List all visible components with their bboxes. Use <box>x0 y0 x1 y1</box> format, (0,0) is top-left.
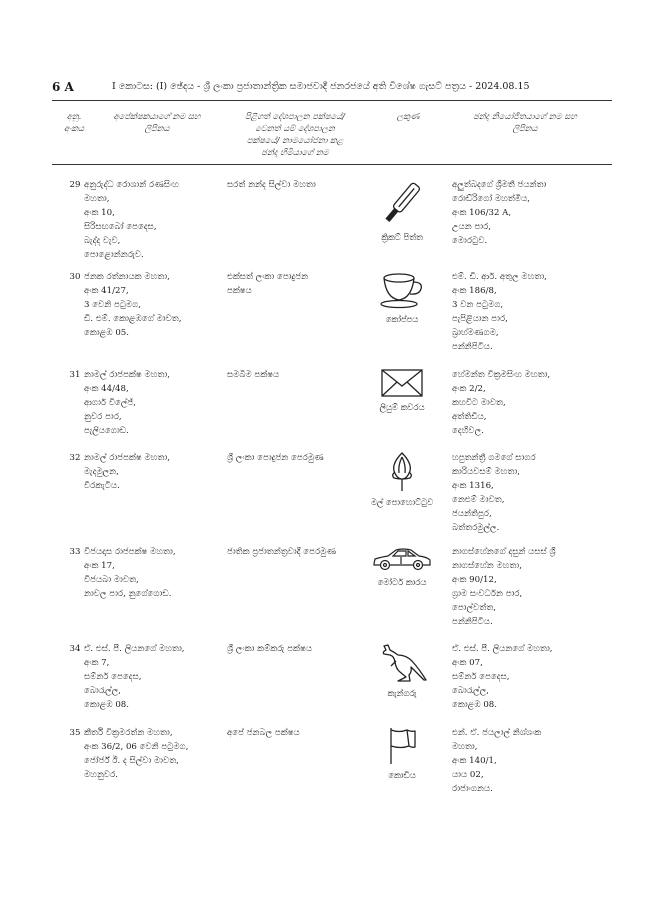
column-header-agent: ඡන්ද නියෝජිතයාගේ නම සහ ලිපිනය <box>473 111 577 133</box>
envelope-icon <box>380 368 424 398</box>
lotus-bud-icon <box>387 451 417 493</box>
agent-name-address: හේමන්ත වික්‍රමසිංහ මහතා, අංක 2/2, කහවිට මාවත, අත්තිඩිය, දෙහිවල. <box>452 370 551 436</box>
candidate-name-address: ජනක රත්නායක මහතා, අංක 41/27, 3 වෙනි පටුමග, ඩී. එම්. කොළඹගේ මාවත, කොළඹ 05. <box>84 272 182 338</box>
candidate-name-address: නාමල් රාජපක්ෂ මහතා, අංක 44/48, ආගාර් විලේජ්, නුවර පාර, පැලියගොඩ. <box>84 370 170 436</box>
header-rule-bottom <box>52 164 612 165</box>
symbol-label: කෝප්පය <box>385 314 419 324</box>
symbol-cell <box>367 726 437 782</box>
candidate-name-address: කීර්ති වික්‍රමරත්න මහතා, අංක 36/2, 06 වෙනි පටුමග, ජෝර්ජ් ඊ. ද සිල්වා මාවත, මහනුවර. <box>84 728 189 780</box>
party-name: ශ්‍රී ලංකා කම්කරු පක්ෂය <box>227 644 312 654</box>
agent-name-address: එන්. ඒ. ජයලාල් නිශ්ශංක මහතා, අංක 140/1, යාය 02, රාජාංගනය. <box>452 728 542 794</box>
column-header-symbol: ලකුණ <box>396 111 420 121</box>
row-number: 35 <box>69 728 81 738</box>
row-number: 30 <box>69 272 81 282</box>
party-name: ශ්‍රී ලංකා පොදුජන පෙරමුණ <box>227 453 324 463</box>
row-number: 32 <box>69 453 81 463</box>
column-header-no: අනු. අංකය <box>63 111 85 133</box>
row-number: 33 <box>69 547 81 557</box>
symbol-cell <box>367 545 437 589</box>
cup-icon <box>377 270 427 310</box>
party-name: සරත් නන්ද සිල්වා මහතා <box>227 180 316 190</box>
party-name: ජාතික ප්‍රජාතන්ත්‍රවාදී පෙරමුණ <box>227 547 336 557</box>
page-number: 6 A <box>52 80 74 94</box>
symbol-cell <box>367 178 437 244</box>
kangaroo-icon <box>376 642 428 684</box>
symbol-cell <box>367 642 437 700</box>
agent-name-address: හපුතන්ත්‍රී ගමගේ සාගර කාරියවසම් මහතා, අංක 1316, නෙළුම් මාවත, ජයන්තිපුර, බත්තරමුල්ල. <box>452 453 536 533</box>
gazette-header-title: I කොටස: (I) ඡේදය - ශ්‍රී ලංකා ප්‍රජාතාන්ත්‍රික සමාජවාදී ජනරජයේ අති විශේෂ ගැසට් පත්‍රය - 2024.08.15 <box>112 81 530 92</box>
symbol-cell <box>367 451 437 509</box>
column-header-party: පිළිගත් දේශපාලන පක්ෂයේ/ වෙනත් යම් දේශපාලන පක්ෂයේ/ නාමයෝජනා කළ ඡන්ද හිමියාගේ නම <box>245 111 345 157</box>
row-number: 29 <box>69 180 81 190</box>
candidate-name-address: ඒ. එස්. පී. ලියනගේ මහතා, අංක 7, සම්නර් පෙදෙස, බොරැල්ල, කොළඹ 08. <box>84 644 185 710</box>
symbol-label: මල් පොහොට්ටුව <box>370 497 434 507</box>
party-name: අපේ ජනබල පක්ෂය <box>227 728 300 738</box>
symbol-label: ලියුම් කවරය <box>379 402 425 412</box>
symbol-label: ක්‍රිකට් පිත්ත <box>381 232 423 242</box>
symbol-label: කැන්ගරු <box>387 688 417 698</box>
row-number: 31 <box>69 370 81 380</box>
symbol-cell <box>367 270 437 326</box>
agent-name-address: ඒ. එස්. පී. ලියනගේ මහතා, අංක 07, සම්නර් පෙදෙස, බොරැල්ල, කොළඹ 08. <box>452 644 553 710</box>
candidate-name-address: අනුරුද්ධ රොශාන් රණසිංහ මහතා, අංක 10, සිරිසඟබෝ පෙදෙස, බැද්ද වැව, පොළොන්නරුව. <box>84 180 179 260</box>
candidate-name-address: නාමල් රාජපක්ෂ මහතා, මැදමුලන, වීරකැටිය. <box>84 453 170 491</box>
flag-icon <box>385 726 419 766</box>
candidate-name-address: විජයදාස රාජපක්ෂ මහතා, අංක 17, විජයබා මාවත, නාවල පාර, නුගේගොඩ. <box>84 547 176 599</box>
row-number: 34 <box>69 644 81 654</box>
agent-name-address: නාගස්හේනගේ දසුන් යසස් ශ්‍රී නාගස්හේන මහතා, අංක 90/12, ග්‍රාම සංවර්ධන පාර, පොල්වත්ත, පන්නිපිටිය. <box>452 547 556 627</box>
party-name: එක්සත් ලංකා පොදුජන පක්ෂය <box>227 272 309 296</box>
cricket-bat-icon <box>380 178 424 228</box>
symbol-label: මෝටර් කාරය <box>377 577 427 587</box>
column-header-candidate: අපේක්ෂකයාගේ නම සහ ලිපිනය <box>113 111 201 133</box>
agent-name-address: එම්. ඩී. ආර්. අතුල මහතා, අංක 186/8, 3 වන පටුමග, පැපිළියාන පාර, බ්‍රාහ්මණගම, පන්නිපිටිය. <box>452 272 547 352</box>
symbol-label: කොඩිය <box>388 770 416 780</box>
party-name: සමබිම පක්ෂය <box>227 370 280 380</box>
agent-name-address: අලුත්බදගේ ශ්‍රීමතී ජයන්තා රොඩ්රිගෝ මහත්මිය, අංක 106/32 A, උයන පාර, මොරටුව. <box>452 180 547 246</box>
page-header <box>52 80 612 98</box>
header-rule-top <box>52 100 612 101</box>
car-icon <box>371 545 433 573</box>
symbol-cell <box>367 368 437 414</box>
